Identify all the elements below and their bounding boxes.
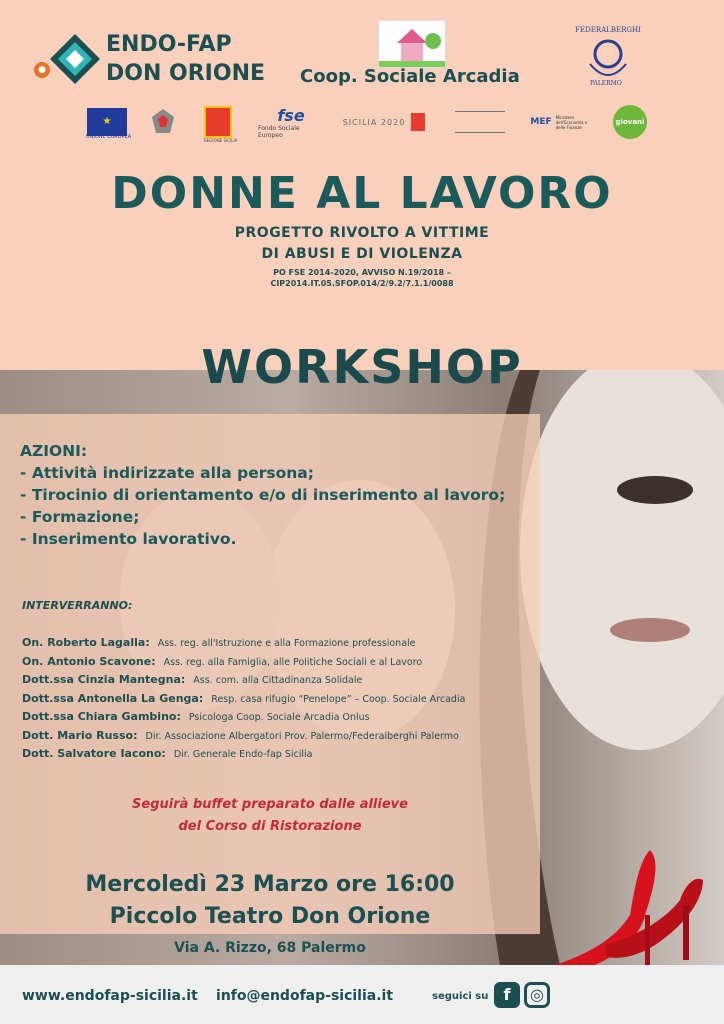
reference-line-2: CIP2014.IT.05.SFOP.014/2/9.2/7.1.1/0088 bbox=[270, 279, 454, 288]
speaker-row bbox=[22, 692, 465, 711]
speaker-row bbox=[22, 747, 465, 766]
speakers-heading: INTERVERRANNO: bbox=[22, 599, 133, 612]
fse-icon: fse bbox=[277, 105, 305, 125]
speaker-role: Psicologa Coop. Sociale Arcadia Onlus bbox=[188, 712, 370, 723]
endofap-logo-icon bbox=[48, 32, 102, 86]
speaker-name: On. Roberto Lagalla: bbox=[22, 636, 150, 649]
brand-name bbox=[106, 30, 265, 88]
speaker-role: Ass. reg. alla Famiglia, alle Politiche Sociali e al Lavoro bbox=[163, 656, 423, 668]
page-title: DONNE AL LAVORO bbox=[111, 168, 613, 219]
eu-flag-icon: ★ bbox=[87, 108, 127, 136]
partner-name: Coop. Sociale Arcadia bbox=[300, 66, 520, 87]
subtitle-line-2: DI ABUSI E DI VIOLENZA bbox=[261, 246, 463, 262]
sicilia-label: REGIONE SICILIA bbox=[204, 138, 238, 143]
speaker-name: Dott.ssa Cinzia Mantegna: bbox=[22, 673, 186, 686]
buffet-line-2: del Corso di Ristorazione bbox=[178, 819, 362, 834]
speaker-row bbox=[22, 710, 465, 729]
actions-list bbox=[20, 440, 505, 550]
po-label: SICILIA 2020 bbox=[342, 117, 406, 127]
red-shoes-image bbox=[545, 845, 705, 980]
speaker-name: Dott. Mario Russo: bbox=[22, 728, 138, 742]
sicilia-small-icon bbox=[410, 104, 426, 140]
speaker-name: Dott.ssa Antonella La Genga: bbox=[22, 691, 204, 705]
fse-logo bbox=[258, 104, 324, 140]
mef-logo bbox=[530, 104, 590, 140]
action-item: - Formazione; bbox=[20, 508, 140, 526]
speaker-role: Ass. com. alla Cittadinanza Solidale bbox=[193, 675, 363, 686]
speaker-row bbox=[22, 729, 465, 748]
italy-emblem-icon bbox=[148, 104, 178, 140]
federalberghi-label: FEDERALBERGHI bbox=[575, 26, 641, 34]
event-address: Via A. Rizzo, 68 Palermo bbox=[174, 940, 366, 956]
speaker-role: Ass. reg. all'Istruzione e alla Formazione professionale bbox=[157, 638, 416, 649]
workshop-heading: WORKSHOP bbox=[201, 340, 523, 394]
speaker-name: Dott.ssa Chiara Gambino: bbox=[22, 710, 181, 723]
brand-line-1: ENDO-FAP bbox=[106, 32, 232, 57]
speaker-role: Dir. Associazione Albergatori Prov. Palermo/Federalberghi Palermo bbox=[145, 730, 459, 742]
follow-label: seguici su bbox=[432, 991, 489, 1002]
speaker-name: On. Antonio Scavone: bbox=[22, 654, 156, 668]
facebook-icon[interactable]: f bbox=[494, 982, 520, 1008]
action-item: - Attività indirizzate alla persona; bbox=[20, 464, 314, 482]
ministry-labour-logo-icon bbox=[452, 104, 508, 140]
action-item: - Inserimento lavorativo. bbox=[20, 530, 237, 548]
giovani-logo bbox=[610, 104, 650, 140]
house-logo-icon bbox=[378, 20, 446, 68]
event-date: Mercoledì 23 Marzo ore 16:00 bbox=[85, 872, 455, 897]
speakers-list bbox=[22, 636, 465, 766]
reference-line-1: PO FSE 2014-2020, AVVISO N.19/2018 – bbox=[273, 268, 451, 277]
mef-label: Ministero dell'Economia e delle Finanze bbox=[555, 114, 588, 130]
eu-label: UNIONE EUROPEA bbox=[86, 134, 132, 140]
actions-heading: AZIONI: bbox=[20, 442, 88, 460]
speaker-name: Dott. Salvatore Iacono: bbox=[22, 747, 166, 760]
iso-badge-icon: ● bbox=[34, 62, 50, 78]
speaker-role: Dir. Generale Endo-fap Sicilia bbox=[173, 749, 313, 760]
speaker-row bbox=[22, 655, 465, 674]
action-item: - Tirocinio di orientamento e/o di inserimento al lavoro; bbox=[20, 486, 506, 504]
instagram-icon[interactable]: ◎ bbox=[524, 982, 550, 1008]
mef-icon: MEF bbox=[530, 117, 552, 127]
po-logo bbox=[342, 104, 406, 140]
fse-label: Fondo Sociale Europeo bbox=[258, 124, 300, 139]
sicilia-logo-icon bbox=[204, 104, 232, 140]
buffet-line-1: Seguirà buffet preparato dalle allieve bbox=[132, 797, 408, 812]
giovani-icon: giovani bbox=[613, 105, 647, 139]
speaker-role: Resp. casa rifugio “Penelope” – Coop. Sociale Arcadia bbox=[211, 693, 466, 705]
brand-line-2: DON ORIONE bbox=[106, 61, 266, 86]
event-place: Piccolo Teatro Don Orione bbox=[109, 904, 431, 929]
buffet-note bbox=[0, 794, 540, 838]
subtitle-line-1: PROGETTO RIVOLTO A VITTIME bbox=[234, 225, 490, 241]
federalberghi-city: PALERMO bbox=[590, 80, 622, 87]
email-link[interactable]: info@endofap-sicilia.it bbox=[216, 988, 394, 1004]
speaker-row bbox=[22, 673, 465, 692]
speaker-row bbox=[22, 636, 465, 655]
website-link[interactable]: www.endofap-sicilia.it bbox=[22, 988, 198, 1004]
